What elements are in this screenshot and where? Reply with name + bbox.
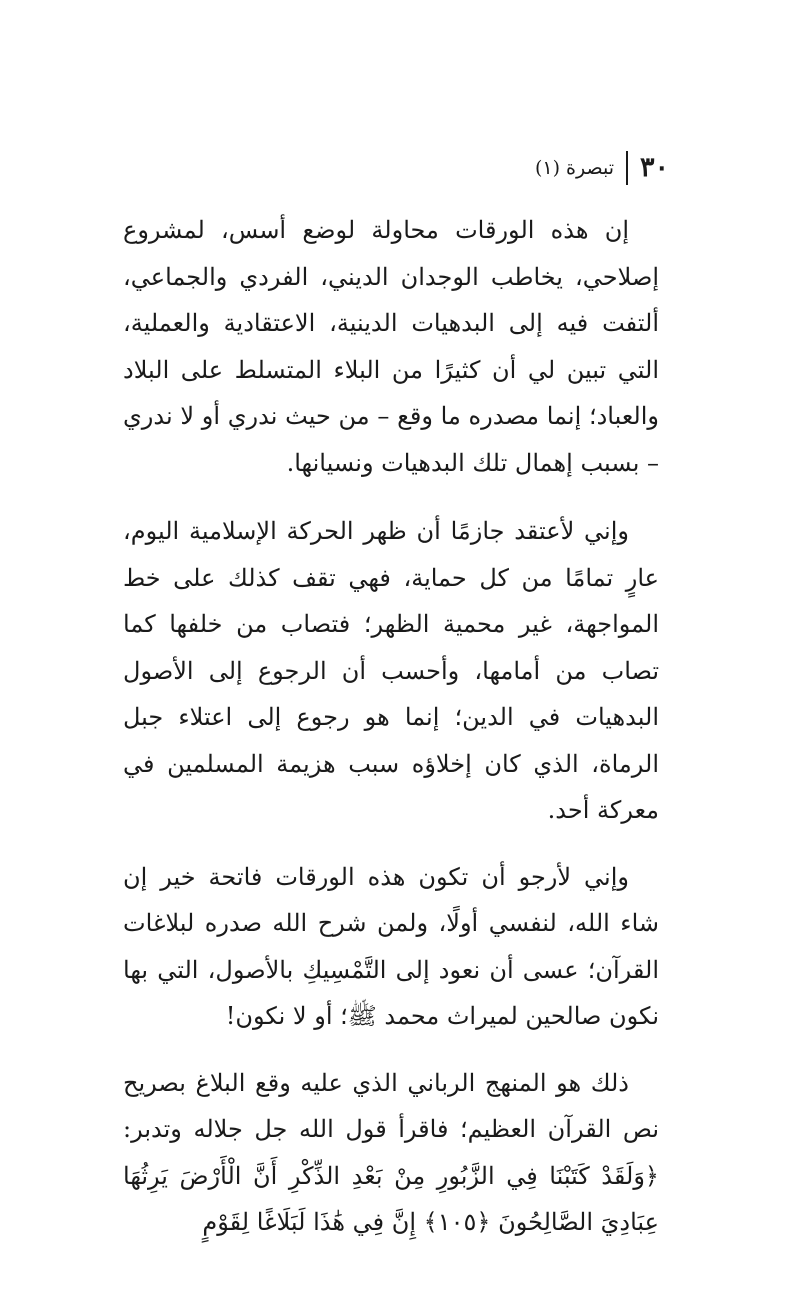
paragraph-4 [123,1060,659,1246]
body-text [123,207,659,1266]
page-header [535,148,669,188]
quran-verse: ﴿وَلَقَدْ كَتَبْنَا فِي الزَّبُورِ مِنْ بَعْدِ الذِّكْرِ أَنَّ الْأَرْضَ يَرِثُهَا عِبَادِيَ الصَّالِحُونَ ﴿١٠٥﴾ إِنَّ فِي هَٰذَا لَبَلَاغًا لِقَوْمٍ [123,1161,659,1236]
paragraph-3: وإني لأرجو أن تكون هذه الورقات فاتحة خير إن شاء الله، لنفسي أولًا، ولمن شرح الله صدره لبلاغات القرآن؛ عسى أن نعود إلى التَّمْسِيكِ بالأصول، التي بها نكون صالحين لميراث محمد ﷺ؛ أو لا نكون! [123,862,659,1030]
paragraph-2: وإني لأعتقد جازمًا أن ظهر الحركة الإسلامية اليوم، عارٍ تمامًا من كل حماية، فهي تقف كذلك على خط المواجهة، غير محمية الظهر؛ فتصاب من خلفها كما تصاب من أمامها، وأحسب أن الرجوع إلى الأصول البدهيات في الدين؛ إنما هو رجوع إلى اعتلاء جبل الرماة، الذي كان إخلاؤه سبب هزيمة المسلمين في معركة أحد. [123,517,659,824]
page-number: ٣٠ [639,152,669,183]
paragraph-1: إن هذه الورقات محاولة لوضع أسس، لمشروع إصلاحي، يخاطب الوجدان الديني، الفردي والجماعي، ألتفت فيه إلى البدهيات الدينية، الاعتقادية والعملية، التي تبين لي أن كثيرًا من البلاء المتسلط على البلاد والعباد؛ إنما مصدره ما وقع – من حيث ندري أو لا ندري – بسبب إهمال تلك البدهيات ونسيانها. [123,216,659,477]
paragraph-4-intro: ذلك هو المنهج الرباني الذي عليه وقع البلاغ بصريح نص القرآن العظيم؛ فاقرأ قول الله جل جلاله وتدبر: [123,1068,659,1143]
header-divider [626,151,628,185]
running-title: تبصرة (١) [534,157,614,179]
